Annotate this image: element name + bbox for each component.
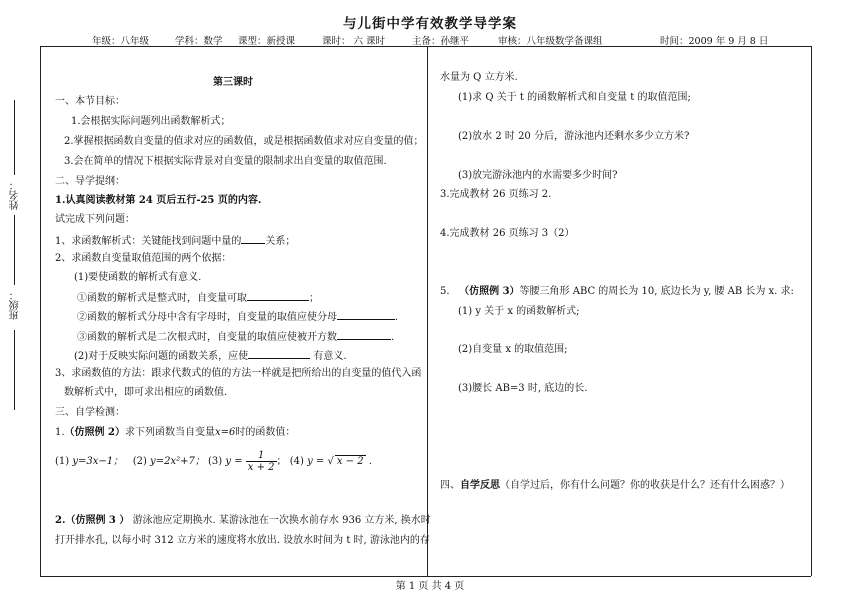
author-label: 主备：孙继平 [412,36,470,47]
exercise-5-number: 5. [440,286,450,297]
exercise-5 [440,285,794,298]
page-title: 与儿街中学有效教学导学案 [343,16,517,32]
part-1c-end: . [391,332,395,343]
exercise-2-tag: （仿照例 3 ） [65,515,130,526]
exercise-1-text: 求下列函数当自变量 [125,427,215,438]
subject-label: 学科：数学 [175,36,223,47]
exercise-2-sub-3: (3)放完游泳池内的水需要多少时间? [458,170,618,181]
class-label: 班级： [10,290,21,320]
name-rule [14,100,15,175]
question-2-part-2 [74,348,347,363]
question-3-line-1: 3、求函数值的方法：跟求代数式的值的方法一样就是把所给出的自变量的值代入函 [55,368,422,379]
column-divider [427,46,428,576]
page-number: 第 1 页 共 4 页 [395,581,465,592]
question-1 [55,233,295,248]
question-2-part-1c [77,329,394,344]
answer-blank[interactable] [247,290,309,301]
header-rule [40,46,811,47]
periods-label: 课时： 六 课时 [322,36,386,47]
exercise-2-continued: 水量为 Q 立方米. [440,72,518,83]
function-4-lhs: y = [307,456,325,467]
lesson-title: 第三课时 [213,77,253,88]
question-2-part-1a [77,290,319,305]
grade-label: 年级：八年级 [92,36,150,47]
bottom-rule [40,576,811,577]
function-3-label: (3) [208,456,223,467]
part-1a-text: ①函数的解析式是整式时，自变量可取 [77,293,247,304]
question-2: 2、求函数自变量取值范围的两个依据： [55,253,232,264]
reflection-prompt: （自学过后，你有什么问题？你的收获是什么？还有什么困惑？） [500,480,790,491]
question-3-line-2: 数解析式中，即可求出相应的函数值. [64,387,228,398]
exercise-1-tag: （仿照例 2） [64,427,125,438]
reading-task: 1.认真阅读教材第 24 页后五行-25 页的内容. [55,195,262,206]
exercise-2-number: 2. [55,515,66,526]
question-2-part-1: (1)要使函数的解析式有意义. [74,272,202,283]
section-selfcheck-heading: 三、自学检测： [55,407,125,418]
exercise-2-sub-1: (1)求 Q 关于 t 的函数解析式和自变量 t 的取值范围; [458,92,691,103]
part-1b-end: . [395,312,399,323]
exercise-2-line-2: 打开排水孔, 以每小时 312 立方米的速度将水放出. 设放水时间为 t 时, 游泳池内的存 [55,535,430,546]
reflection-number: 四、 [440,480,460,491]
date-label: 时间：2009 年 9 月 8 日 [660,36,769,47]
exercise-5-tag: （仿照例 3） [459,286,520,297]
exercise-2-sub-2: (2)放水 2 时 20 分后，游泳池内还剩水多少立方米? [458,131,690,142]
answer-blank[interactable] [337,329,391,340]
function-4-radicand: x − 2 [336,456,364,467]
function-3-fraction [246,450,277,473]
reviewer-label: 审核：八年级数学备课组 [498,36,603,47]
exercise-2-line-1 [55,514,431,527]
class-rule [14,330,15,410]
function-3-lhs: y = [225,456,243,467]
section-outline-heading: 二、导学提纲： [55,176,125,187]
goal-3: 3.会在简单的情况下根据实际背景对自变量的限制求出自变量的取值范围. [64,156,387,167]
exercise-2-text: 游泳池应定期换水. 某游泳池在一次换水前存水 936 立方米, 换水时 [132,515,431,526]
question-2-part-1b [77,309,398,324]
left-border [40,46,41,576]
part-2-text: (2)对于反映实际问题的函数关系，应使 [74,351,249,362]
part-1b-text: ②函数的解析式分母中含有字母时，自变量的取值应使分母 [77,312,337,323]
section-reflection [440,479,790,492]
function-4-end: . [368,456,372,467]
reflection-heading: 自学反思 [460,480,500,491]
name-rule-lower [14,215,15,285]
exercise-5-sub-3: (3)腰长 AB=3 时, 底边的长. [458,383,588,394]
answer-blank[interactable] [248,348,310,359]
function-2: y=2x²+7； [150,456,205,467]
exercise-5-sub-2: (2)自变量 x 的取值范围; [458,344,568,355]
exercise-5-text: 等腰三角形 ABC 的周长为 10, 底边长为 y, 腰 AB 长为 x. 求: [519,286,794,297]
function-1: y=3x−1； [72,456,124,467]
exercise-1 [55,426,295,439]
part-2-end: 有意义. [313,351,347,362]
fraction-numerator: 1 [246,450,277,462]
part-1c-text: ③函数的解析式是二次根式时，自变量的取值应使被开方数 [77,332,337,343]
function-3-end: ； [276,456,287,467]
question-1-text: 1、求函数解析式：关键能找到问题中量的 [55,236,242,247]
part-1a-end: ； [309,293,319,304]
exercise-3: 3.完成教材 26 页练习 2. [440,189,552,200]
section-goals-heading: 一、本节目标： [55,96,125,107]
goal-2: 2.掌握根据函数自变量的值求对应的函数值，或是根据函数值求对应自变量的值； [64,136,424,147]
exercise-1-end: 时的函数值： [235,427,296,438]
fraction-denominator: x + 2 [247,462,275,473]
name-label: 姓名： [10,180,21,210]
function-list [55,450,372,473]
question-1-end: 关系； [265,236,296,247]
exercise-1-variable: x=6 [215,427,236,438]
exercise-4: 4.完成教材 26 页练习 3（2） [440,228,575,239]
exercise-1-number: 1. [55,427,65,438]
answer-blank[interactable] [337,309,395,320]
sqrt-icon: √ [327,456,334,467]
exercise-5-sub-1: (1) y 关于 x 的函数解析式; [458,306,580,317]
function-2-label: (2) [132,456,147,467]
right-border [811,46,812,576]
lesson-type-label: 课型：新授课 [238,36,296,47]
goal-1: 1.会根据实际问题列出函数解析式； [71,116,231,127]
function-1-label: (1) [55,456,70,467]
function-4-label: (4) [289,456,304,467]
try-solve-label: 试完成下列问题： [55,214,135,225]
answer-blank[interactable] [241,233,265,244]
